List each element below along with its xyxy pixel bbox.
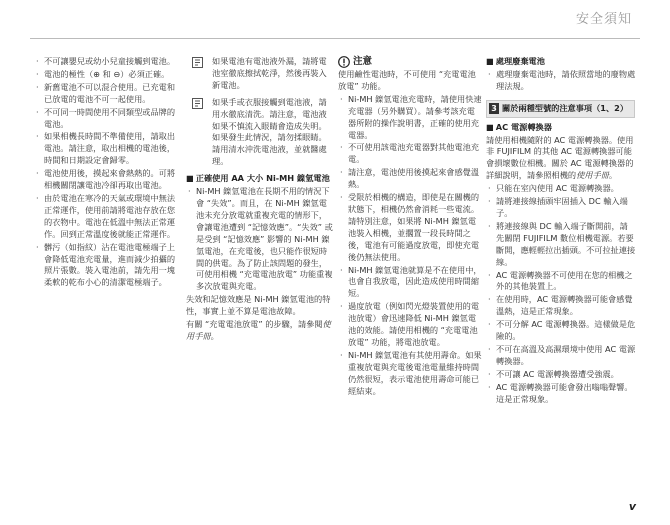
square-bullet-icon: ■ xyxy=(186,173,194,184)
note-box-two-models: 3 關於兩種型號的注意事項（1、2） xyxy=(486,100,635,118)
list-item: · 受限於相機的構造，即使是在關機的狀態下，相機仍然會消耗一些電流。請特別注意，如果將 Ni-MH 鎳氫電池裝入相機，並擱置一段長時間之後，電池有可能過度放電，即使充電後仍無法使用。 xyxy=(338,192,482,263)
callout-leak xyxy=(186,56,334,92)
callout-contact xyxy=(186,97,334,168)
section-heading-disposal: ■ 處理廢棄電池 xyxy=(486,56,545,66)
section-heading-nimh: ■ 正確使用 AA 大小 Ni-MH 鎳氫電池 xyxy=(186,173,330,184)
list-item: · 處理廢棄電池時，請依照當地的廢物處理法規。 xyxy=(486,69,636,93)
list-item: · 請注意，電池使用後摸起來會感覺溫熱。 xyxy=(338,167,482,191)
page-number: v xyxy=(628,500,636,514)
list-item: · Ni-MH 鎳氫電池在長期不用的情況下會 “失效”。而且，在 Ni-MH 鎳氫電池未充分放電就重複充電的情形下，會讓電池遭到 “記憶效應”。“失效” 或是受到 “記憶效應” 影響的 Ni-MH 鎳氫電池，在充電後，也只能作很短時間的供電。為了防止該問題的發生，可使用相機 “充電電池放電” 功能重複多次放電與充電。 xyxy=(186,186,334,293)
callout-text: 如果電池有電池液外漏，請將電池室徹底擦拭乾淨，然後再裝入新電池。 xyxy=(212,56,327,90)
note-number: 3 xyxy=(489,103,499,114)
list-item: · 不可讓 AC 電源轉換器遭受強震。 xyxy=(486,369,636,381)
list-item: · Ni-MH 鎳氫電池充電時，請使用快速充電器（另外購買）。請參考該充電器所附的操作說明書，正確的使用充電器。 xyxy=(338,94,482,142)
list-item: · 電池的極性（⊕ 和 ⊖）必須正確。 xyxy=(34,69,182,81)
list-item: · 只能在室內使用 AC 電源轉換器。 xyxy=(486,183,636,195)
ac-intro: 請使用相機隨附的 AC 電源轉換器。使用非 FUJIFILM 的其他 AC 電源轉換器可能會損壞數位相機。關於 AC 電源轉換器的詳細說明，請參照相機的使用手冊。 xyxy=(486,134,634,181)
list-item: · 新舊電池不可以混合使用。已充電和已放電的電池不可一起使用。 xyxy=(34,82,182,106)
list-item: · 不可分解 AC 電源轉換器。這樣做是危險的。 xyxy=(486,319,636,343)
list-item: · AC 電源轉換器不可使用在您的相機之外的其他裝置上。 xyxy=(486,270,636,294)
list-item: · Ni-MH 鎳氫電池就算是不在使用中，也會自我放電，因此造成使用時間縮短。 xyxy=(338,265,482,301)
caution-icon xyxy=(338,56,350,68)
list-item: · 不可同一時間使用不同類型或品牌的電池。 xyxy=(34,107,182,131)
warning-note-icon xyxy=(192,98,203,109)
warning-note-icon xyxy=(192,57,203,68)
battery-list xyxy=(34,56,182,289)
caution-intro: 使用鹼性電池時，不可使用 “充電電池放電” 功能。 xyxy=(338,69,476,91)
model-2-ref: 2 xyxy=(614,102,620,113)
model-1-ref: 1 xyxy=(600,102,606,113)
paragraph: 失效和記憶效應是 Ni-MH 鎳氫電池的特性，事實上並不算是電池故障。 xyxy=(186,294,331,317)
list-item: · 如果相機長時間不準備使用，請取出電池。請注意，取出相機的電池後，時間和日期設定會歸零。 xyxy=(34,131,182,167)
list-item: · 髒污（如指紋）沾在電池電極端子上會降低電池充電量，進而減少拍攝的照片張數。裝入電池前，請先用一塊柔軟的乾布小心的清潔電極端子。 xyxy=(34,242,182,290)
manual-reference: 使用手冊 xyxy=(576,170,609,181)
header-rule xyxy=(30,38,640,39)
list-item: · 請將連接線插頭牢固插入 DC 輸入端子。 xyxy=(486,196,636,220)
disposal-list xyxy=(486,69,636,93)
list-item: · Ni-MH 鎳氫電池有其使用壽命。如果重複放電與充電後電池電量維持時間仍然很短，表示電池使用壽命可能已經結束。 xyxy=(338,350,482,398)
page-header-title: 安全須知 xyxy=(575,12,632,27)
list-item: · 由於電池在寒冷的天氣或環境中無法正常運作，使用前請將電池存放在您的衣物中。電池在低溫中無法正常運作。回到正常溫度後就能正常運作。 xyxy=(34,193,182,241)
list-item: · AC 電源轉換器可能會發出嗡嗡聲響。這是正常現象。 xyxy=(486,382,636,406)
callout-text: 如果手或衣服接觸到電池液，請用水徹底清洗。請注意，電池液如果不慎流入眼睛會造成失明。如果發生此情況，請勿揉眼睛。請用清水沖洗電池液，並就醫處理。 xyxy=(212,96,327,167)
column-2 xyxy=(186,56,334,344)
caution-heading: 注意 xyxy=(338,56,482,68)
list-item: · 將連接線與 DC 輸入端子斷開前，請先關閉 FUJIFILM 數位相機電源。若要斷開，應輕輕拉出插頭。不可拉扯連接線。 xyxy=(486,221,636,269)
list-item: · 不可使用該電池充電器對其他電池充電。 xyxy=(338,142,482,166)
nimh-list xyxy=(186,186,334,293)
section-heading-ac: ■ AC 電源轉換器 xyxy=(486,121,552,132)
ac-list xyxy=(486,183,636,405)
square-bullet-icon: ■ xyxy=(486,56,494,66)
caution-list xyxy=(338,94,482,398)
column-3 xyxy=(338,56,482,398)
list-item: · 在使用時，AC 電源轉換器可能會感覺溫熱，這是正常現象。 xyxy=(486,294,636,318)
column-1 xyxy=(34,56,182,290)
paragraph: 有關 “充電電池放電” 的步驟，請參閱使用手冊。 xyxy=(186,319,331,341)
list-item: · 不可在高溫及高濕環境中使用 AC 電源轉換器。 xyxy=(486,344,636,368)
manual-reference: 使用手冊 xyxy=(186,319,331,341)
list-item: · 電池使用後，摸起來會熱熱的。可將相機關閉讓電池冷卻再取出電池。 xyxy=(34,168,182,192)
list-item: · 不可讓嬰兒或幼小兒童接觸到電池。 xyxy=(34,56,182,68)
square-bullet-icon: ■ xyxy=(486,121,494,132)
list-item: · 過度放電（例如閃光燈裝置使用的電池放電）會迅速降低 Ni-MH 鎳氫電池的效能。請使用相機的 “充電電池放電” 功能，將電池放電。 xyxy=(338,301,482,349)
column-4 xyxy=(486,56,636,406)
